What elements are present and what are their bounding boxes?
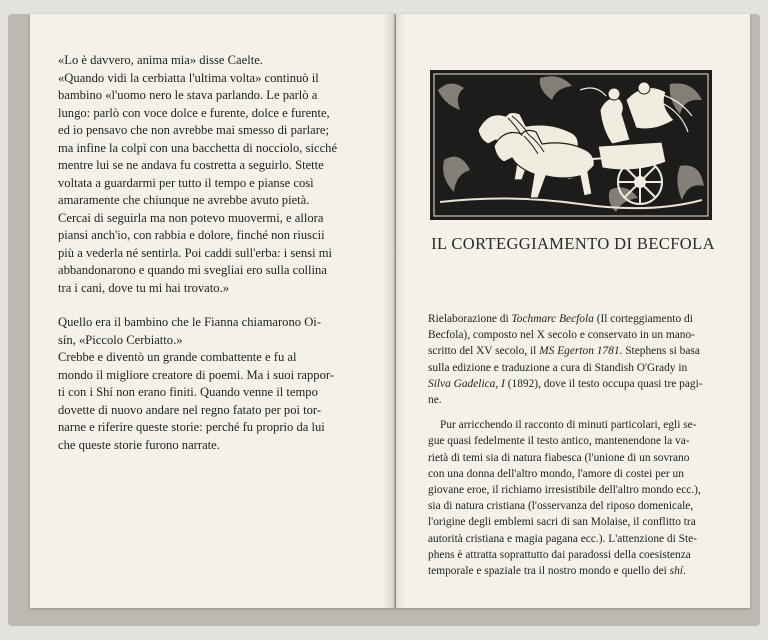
text-line: autorità cristiana e magia pagana ecc.). L'attenzione di Ste- xyxy=(428,532,697,545)
left-paragraph-3 xyxy=(58,349,376,454)
right-page-text xyxy=(428,311,718,579)
paragraph-gap xyxy=(428,408,718,417)
left-paragraph-2 xyxy=(58,314,376,349)
text-line: rietà di temi sia di natura fiabesca (l'unione di un sovrano xyxy=(428,451,690,464)
right-paragraph-2 xyxy=(428,417,718,433)
text-line: «Quando vidi la cerbiatta l'ultima volta» continuò il xyxy=(58,70,319,85)
text-line xyxy=(428,343,718,359)
text-line: con una donna dell'altro mondo, l'amore di costei per un xyxy=(428,467,684,480)
text-line: lungo: parlò con voce dolce e furente, dolce e furente, xyxy=(58,105,330,120)
text-line: dovette di nuovo andare nel regno fatato per poi tor- xyxy=(58,402,322,417)
italic-manuscript: MS Egerton 1781 xyxy=(539,345,620,358)
text-line xyxy=(428,311,718,327)
text-line: bambino «l'uomo nero le stava parlando. Le parlò a xyxy=(58,88,318,102)
text-line: Becfola), composto nel X secolo e conservato in un mano- xyxy=(428,329,695,342)
paragraph-gap xyxy=(58,297,376,314)
left-page-text xyxy=(58,52,376,454)
text-line: voltata a guardarmi per tutto il tempo e pianse così xyxy=(58,175,314,190)
text-line: «Lo è davvero, anima mia» disse Caelte. xyxy=(58,53,263,67)
text-line: narne e riferire queste storie: perché fu proprio da lui xyxy=(58,420,325,434)
text-span: Rielaborazione di xyxy=(428,313,512,325)
text-line: Pur arricchendo il racconto di minuti particolari, egli se- xyxy=(440,419,697,432)
text-line: sulla edizione e traduzione a cura di Standish O'Grady in xyxy=(428,361,688,374)
text-line: più a vederla né sentirla. Poi caddi sull'erba: i sensi mi xyxy=(58,245,333,260)
right-paragraph-2-body xyxy=(428,433,718,579)
text-line: ma infine la colpì con una bacchetta di nocciolo, sicché xyxy=(58,140,338,155)
text-line: sín, «Piccolo Cerbiatto.» xyxy=(58,332,183,347)
text-line xyxy=(428,376,718,392)
text-line: phens è attratta soprattutto dai paradossi della coesistenza xyxy=(428,548,691,561)
text-line: giovane eroe, il richiamo irresistibile dell'altro mondo ecc.), xyxy=(428,484,701,497)
text-line: ne. xyxy=(428,394,442,407)
text-span: . Stephens si basa xyxy=(619,345,700,358)
right-paragraph-1 xyxy=(428,311,718,408)
left-paragraph-1 xyxy=(58,52,376,297)
text-span: . xyxy=(682,565,686,578)
text-line: piansi anch'io, con rabbia e dolore, finché non riuscii xyxy=(58,228,325,242)
text-span: scritto del XV secolo, il xyxy=(428,345,540,358)
chapter-title: IL CORTEGGIAMENTO DI BECFOLA xyxy=(431,234,715,253)
text-line: tra i cani, dove tu mi hai trovato.» xyxy=(58,280,230,295)
text-line: Quello era il bambino che le Fianna chiamarono Oi- xyxy=(58,315,321,329)
text-line: mondo il migliore creatore di poemi. Ma i suoi rappor- xyxy=(58,367,335,382)
text-line: l'origine degli emblemi sacri di san Molaise, il conflitto tra xyxy=(428,516,696,529)
chariot-woodcut-illustration xyxy=(430,70,712,220)
text-line: ti con i Shí non erano finiti. Quando venne il tempo xyxy=(58,385,318,399)
text-line: Cercai di seguirla ma non potevo muovermi, e allora xyxy=(58,210,324,225)
text-line: abbandonarono e quando mi svegliai ero sulla collina xyxy=(58,263,327,277)
text-line xyxy=(428,563,718,579)
text-line: sia di natura cristiana (l'osservanza del riposo domenicale, xyxy=(428,500,694,513)
text-span: temporale e spaziale tra il nostro mondo e quello dei xyxy=(428,565,670,578)
text-line: che queste storie furono narrate. xyxy=(58,437,220,452)
text-line: ed io pensavo che non avrebbe mai smesso di parlare; xyxy=(58,123,330,137)
italic-word: shí xyxy=(669,565,683,578)
italic-title: Tochmarc Becfola xyxy=(511,313,594,325)
text-span: (Il corteggiamento di xyxy=(593,313,693,325)
text-line: mentre lui se ne andava fu costretta a seguirlo. Stette xyxy=(58,158,324,172)
book-gutter xyxy=(382,14,406,608)
text-span: (1892), dove il testo occupa quasi tre pagi- xyxy=(504,377,703,390)
text-line: gue quasi fedelmente il testo antico, mantenendone la va- xyxy=(428,435,690,448)
italic-source: Silva Gadelica, I xyxy=(428,377,505,390)
text-line: amaramente che chiunque ne avrebbe avuto pietà. xyxy=(58,193,310,207)
text-line: Crebbe e diventò un grande combattente e fu al xyxy=(58,350,297,364)
